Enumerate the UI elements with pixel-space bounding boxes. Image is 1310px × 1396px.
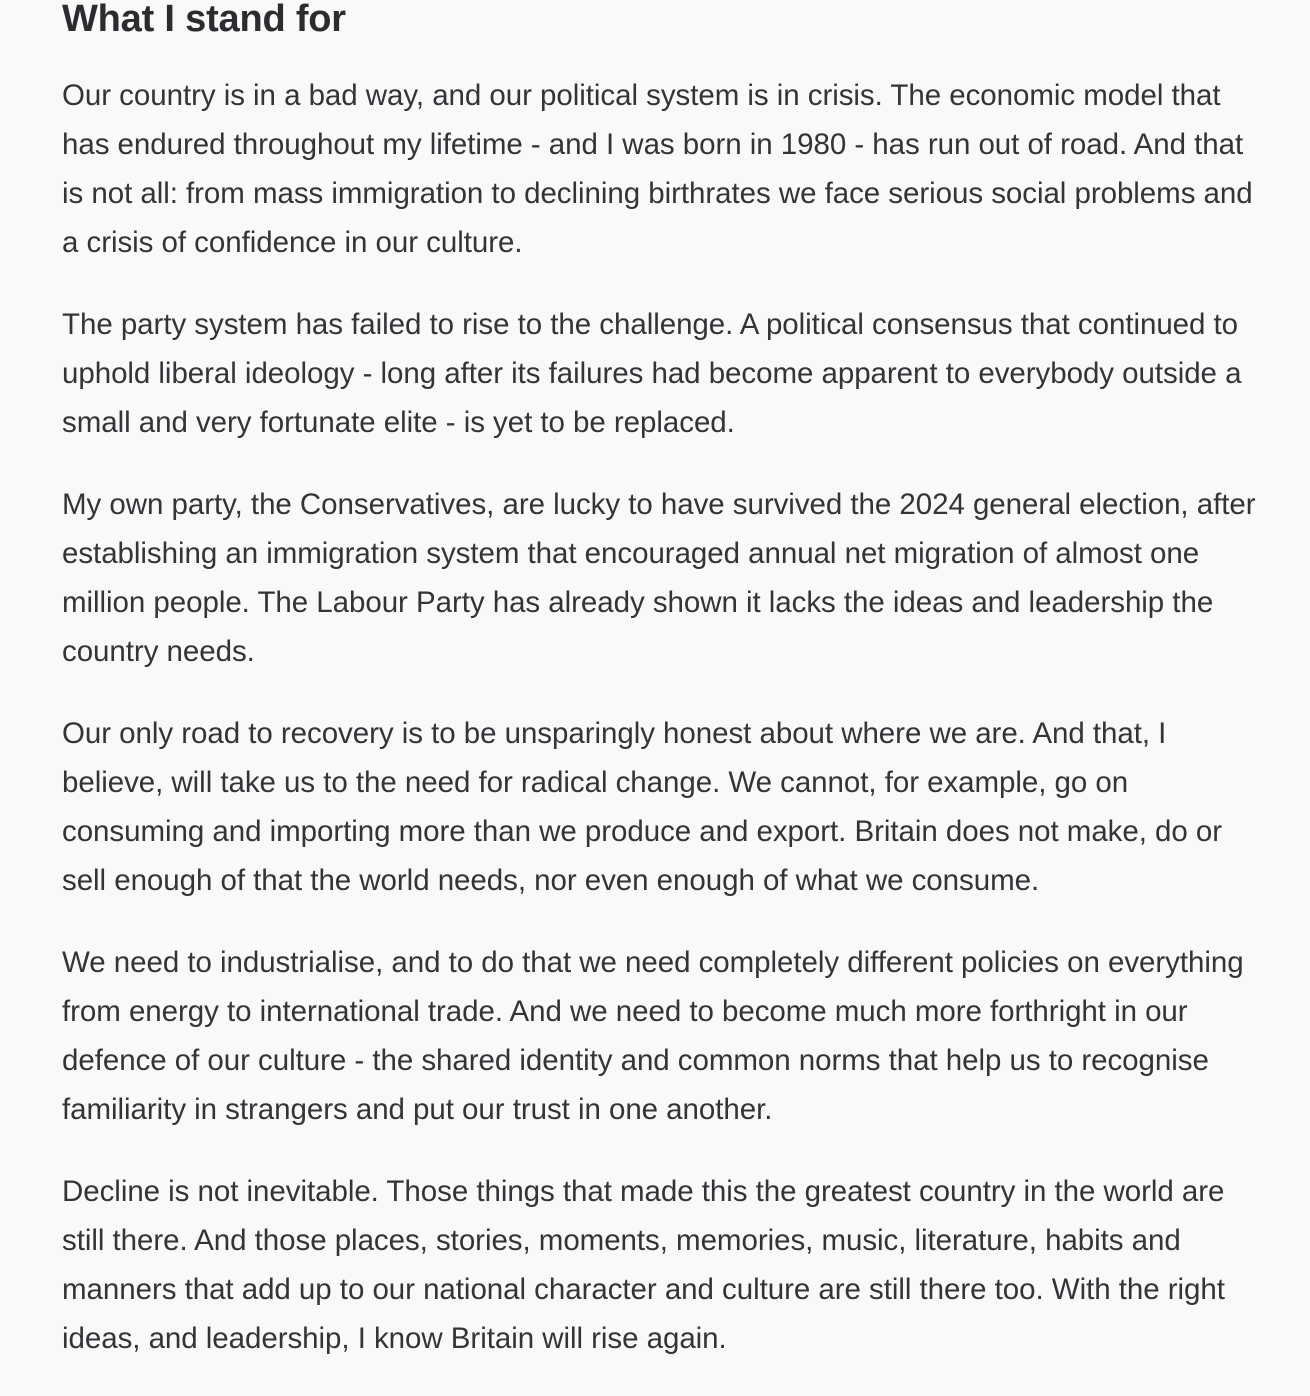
article-paragraph-2: The party system has failed to rise to the challenge. A political consensus that continued to uphold liberal ideology - long after its failures had become apparent to everybody outside a small and very fortunate elite - is yet to be replaced. bbox=[62, 308, 1242, 439]
article-paragraph-3: My own party, the Conservatives, are lucky to have survived the 2024 general election, after establishing an immigration system that encouraged annual net migration of almost one million people. The Labour Party has already shown it lacks the ideas and leadership the country needs. bbox=[62, 488, 1256, 668]
article-heading: What I stand for bbox=[62, 0, 346, 40]
article-paragraph-5: We need to industrialise, and to do that we need completely different policies on everything from energy to international trade. And we need to become much more forthright in our defence of our culture - the shared identity and common norms that help us to recognise familiarity in strangers and put our trust in one another. bbox=[62, 946, 1244, 1126]
article-paragraph-1: Our country is in a bad way, and our political system is in crisis. The economic model that has endured throughout my lifetime - and I was born in 1980 - has run out of road. And that is not all: from mass immigration to declining birthrates we face serious social problems and a crisis of confidence in our culture. bbox=[62, 79, 1253, 259]
article-paragraph-4: Our only road to recovery is to be unsparingly honest about where we are. And that, I believe, will take us to the need for radical change. We cannot, for example, go on consuming and importing more than we produce and export. Britain does not make, do or sell enough of that the world needs, nor even enough of what we consume. bbox=[62, 717, 1223, 897]
article-body bbox=[62, 71, 1258, 1396]
article-paragraph-6: Decline is not inevitable. Those things that made this the greatest country in the world are still there. And those places, stories, moments, memories, music, literature, habits and manners that add up to our national character and culture are still there too. With the right ideas, and leadership, I know Britain will rise again. bbox=[62, 1175, 1225, 1355]
